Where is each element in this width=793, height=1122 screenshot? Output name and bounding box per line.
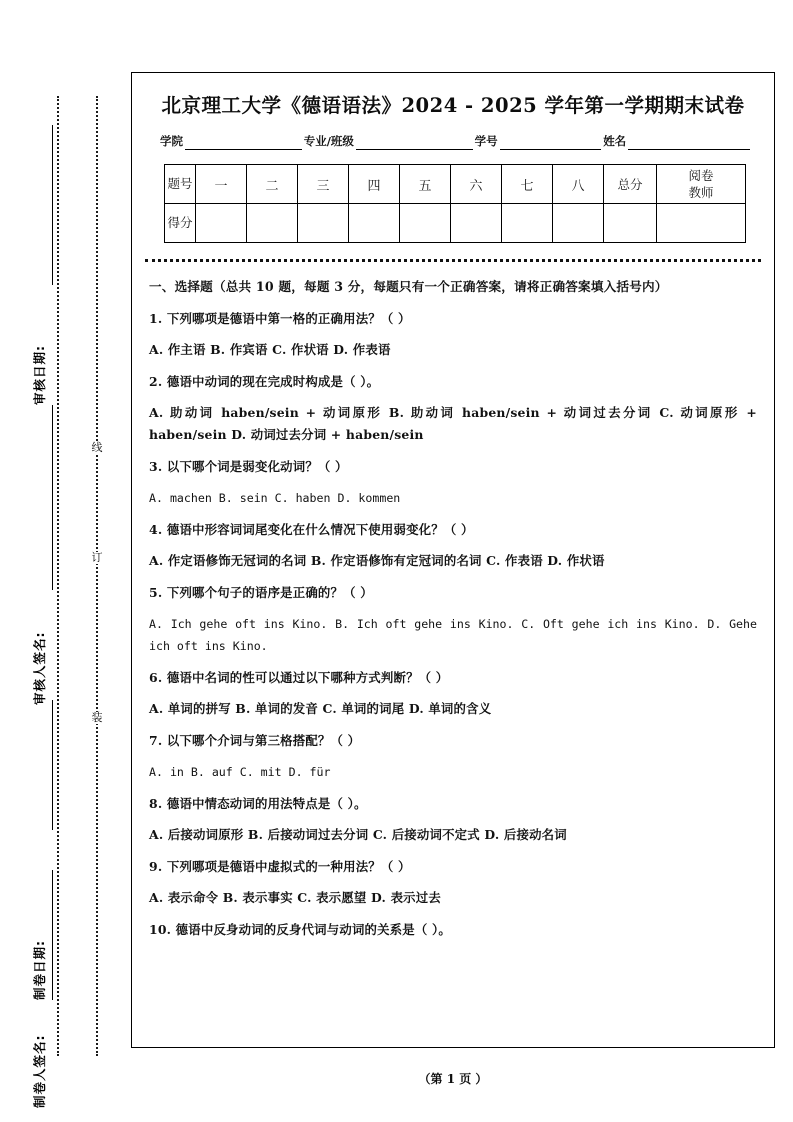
score-cell-6[interactable] [451, 204, 502, 243]
row-header-question-number-text: 题号 [167, 176, 193, 191]
question-4-stem: 4. 德语中形容词词尾变化在什么情况下使用弱变化？（ ） [149, 522, 474, 537]
column-header-7: 七 [502, 165, 553, 204]
row-header-score-text: 得分 [167, 215, 193, 230]
score-cell-grader[interactable] [657, 204, 746, 243]
score-cell-2[interactable] [247, 204, 298, 243]
section-heading: 一、选择题（总共 10 题，每题 3 分，每题只有一个正确答案，请将正确答案填入括号内） [149, 279, 668, 294]
question-10-stem: 10. 德语中反身动词的反身代词与动词的关系是（ ）。 [149, 922, 451, 937]
column-header-8: 八 [553, 165, 604, 204]
student-info-line [132, 133, 774, 150]
row-header-score [165, 204, 196, 243]
seal-char-line: 线 [88, 442, 106, 454]
question-9-stem: 9. 下列哪项是德语中虚拟式的一种用法？（ ） [149, 859, 411, 874]
student-id-field[interactable] [500, 136, 602, 150]
score-cell-1[interactable] [196, 204, 247, 243]
score-cell-7[interactable] [502, 204, 553, 243]
score-cell-total[interactable] [604, 204, 657, 243]
info-label-college: 学院 [160, 134, 183, 148]
margin-rule-2 [52, 405, 53, 590]
column-header-total: 总分 [604, 165, 657, 204]
question-6-options[interactable]: A. 单词的拼写 B. 单词的发音 C. 单词的词尾 D. 单词的含义 [149, 701, 492, 716]
margin-label-reviewer-signature: 审核人签名: [32, 631, 47, 705]
question-5-stem: 5. 下列哪个句子的语序是正确的？（ ） [149, 585, 373, 600]
score-cell-3[interactable] [298, 204, 349, 243]
question-7-stem: 7. 以下哪个介词与第三格搭配？（ ） [149, 733, 361, 748]
column-header-6: 六 [451, 165, 502, 204]
score-cell-8[interactable] [553, 204, 604, 243]
question-4-options[interactable]: A. 作定语修饰无冠词的名词 B. 作定语修饰有定冠词的名词 C. 作表语 D. 作状语 [149, 553, 605, 568]
seal-dotted-line-inner [96, 96, 98, 1056]
margin-label-review-date: 审核日期: [32, 345, 47, 405]
info-label-major-class: 专业/班级 [303, 134, 354, 148]
college-field[interactable] [185, 136, 302, 150]
name-field[interactable] [628, 136, 750, 150]
question-2-stem: 2. 德语中动词的现在完成时构成是（ ）。 [149, 374, 380, 389]
margin-rule-4 [52, 870, 53, 1000]
question-8-options[interactable]: A. 后接动词原形 B. 后接动词过去分词 C. 后接动词不定式 D. 后接动名词 [149, 827, 567, 842]
seal-dotted-line-outer [57, 96, 59, 1056]
margin-rule-3 [52, 700, 53, 830]
row-header-question-number [165, 165, 196, 204]
margin-label-creator-signature: 制卷人签名: [32, 1034, 47, 1108]
question-3-stem: 3. 以下哪个词是弱变化动词？（ ） [149, 459, 348, 474]
table-row-question-numbers [165, 165, 746, 204]
question-1-stem: 1. 下列哪项是德语中第一格的正确用法？（ ） [149, 311, 411, 326]
table-row-scores [165, 204, 746, 243]
info-label-student-id: 学号 [474, 134, 498, 148]
question-body [132, 262, 774, 941]
score-cell-4[interactable] [349, 204, 400, 243]
question-9-options[interactable]: A. 表示命令 B. 表示事实 C. 表示愿望 D. 表示过去 [149, 890, 441, 905]
column-header-grader [657, 165, 746, 204]
page-footer: （第 1 页 ） [418, 1072, 488, 1086]
margin-label-create-date: 制卷日期: [32, 940, 47, 1000]
column-header-2: 二 [247, 165, 298, 204]
score-cell-5[interactable] [400, 204, 451, 243]
grader-label-line1: 阅卷 [688, 168, 714, 183]
column-header-3: 三 [298, 165, 349, 204]
column-header-4: 四 [349, 165, 400, 204]
question-3-options[interactable]: A. machen B. sein C. haben D. kommen [149, 491, 401, 505]
column-header-5: 五 [400, 165, 451, 204]
margin-rule-1 [52, 125, 53, 285]
exam-paper-frame [131, 72, 775, 1048]
question-8-stem: 8. 德语中情态动词的用法特点是（ ）。 [149, 796, 367, 811]
major-class-field[interactable] [356, 136, 473, 150]
binding-margin [0, 0, 131, 1122]
seal-char-pack: 装 [88, 712, 106, 724]
seal-char-bind: 订 [88, 552, 106, 564]
score-table [164, 164, 746, 243]
page-title: 北京理工大学《德语语法》2024 - 2025 学年第一学期期末试卷 [161, 94, 745, 117]
question-6-stem: 6. 德语中名词的性可以通过以下哪种方式判断？（ ） [149, 670, 449, 685]
grader-label-line2: 教师 [688, 185, 714, 200]
info-label-name: 姓名 [603, 134, 627, 148]
question-2-options[interactable]: A. 助动词 haben/sein + 动词原形 B. 助动词 haben/sein + 动词过去分词 C. 动词原形 + haben/sein D. 动词过去分词 + haben/sein [149, 405, 757, 442]
column-header-1: 一 [196, 165, 247, 204]
question-5-options[interactable]: A. Ich gehe oft ins Kino. B. Ich oft gehe ins Kino. C. Oft gehe ich ins Kino. D. Gehe ich oft ins Kino. [149, 617, 757, 653]
score-table-wrapper [164, 164, 742, 243]
question-7-options[interactable]: A. in B. auf C. mit D. für [149, 765, 331, 779]
question-1-options[interactable]: A. 作主语 B. 作宾语 C. 作状语 D. 作表语 [149, 342, 391, 357]
